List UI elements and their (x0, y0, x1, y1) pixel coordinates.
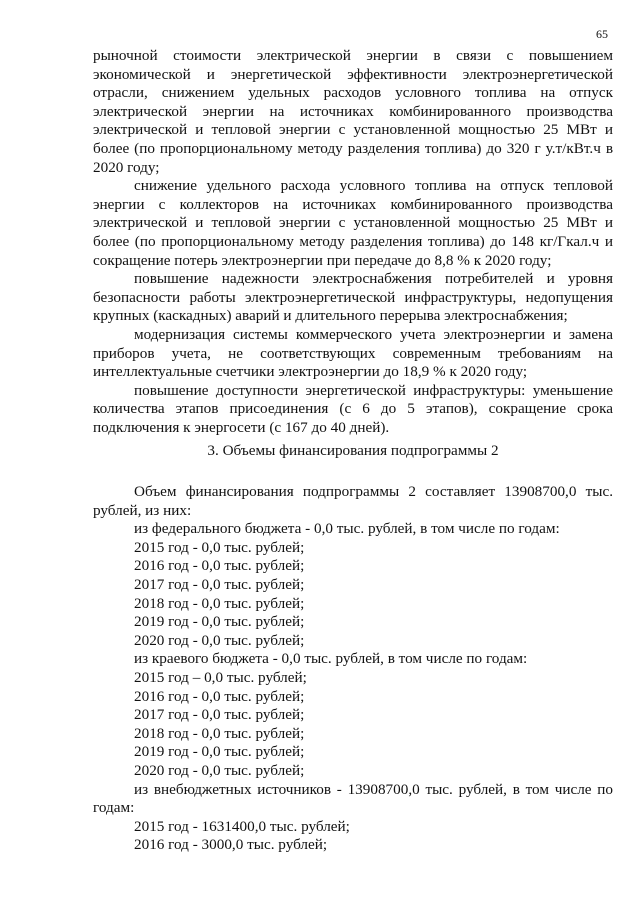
paragraph-reliability: повышение надежности электроснабжения потребителей и уровня безопасности работы электроэнергетической инфраструктуры, недопущения крупных (каскадных) аварий и длительного перерыва электроснабжения; (93, 270, 613, 325)
regional-year-2015: 2015 год – 0,0 тыс. рублей; (134, 668, 307, 686)
extrabudgetary-year-2015: 2015 год - 1631400,0 тыс. рублей; (134, 817, 350, 835)
paragraph-heat-fuel: снижение удельного расхода условного топлива на отпуск тепловой энергии с коллекторов на источниках комбинированного производства электрической и тепловой энергии с установленной мощностью 25 МВт и более (по пропорциональному методу разделения топлива) до 148 кг/Гкал.ч и сокращение потерь электроэнергии при передаче до 8,8 % к 2020 году; (93, 177, 613, 269)
goals-list (93, 47, 613, 437)
regional-year-2018: 2018 год - 0,0 тыс. рублей; (134, 724, 305, 742)
paragraph-accessibility: повышение доступности энергетической инфраструктуры: уменьшение количества этапов присоединения (с 6 до 5 этапов), сокращение срока подключения к энергосети (с 167 до 40 дней). (93, 381, 613, 436)
paragraph-market-cost: рыночной стоимости электрической энергии в связи с повышением экономической и энергетической эффективности электроэнергетической отрасли, снижением удельных расходов условного топлива на отпуск электрической энергии на источниках комбинированного производства электрической и тепловой энергии с установленной мощностью 25 МВт и более (по пропорциональному методу разделения топлива) до 320 г у.т/кВт.ч в 2020 году; (93, 47, 613, 176)
regional-year-2017: 2017 год - 0,0 тыс. рублей; (134, 706, 305, 724)
paragraph-metering: модернизация системы коммерческого учета электроэнергии и замена приборов учета, не соответствующих современным требованиям на интеллектуальные счетчики электроэнергии до 18,9 % к 2020 году; (93, 325, 613, 381)
regional-year-2019: 2019 год - 0,0 тыс. рублей; (134, 743, 305, 761)
funding-summary: Объем финансирования подпрограммы 2 составляет 13908700,0 тыс. рублей, из них: (93, 483, 613, 519)
extrabudgetary-title: из внебюджетных источников - 13908700,0 тыс. рублей, в том числе по годам: (93, 780, 613, 817)
federal-year-2015: 2015 год - 0,0 тыс. рублей; (134, 538, 305, 556)
regional-year-2020: 2020 год - 0,0 тыс. рублей; (134, 761, 305, 779)
federal-year-2017: 2017 год - 0,0 тыс. рублей; (134, 575, 305, 593)
federal-year-2020: 2020 год - 0,0 тыс. рублей; (134, 631, 305, 649)
federal-budget-title: из федерального бюджета - 0,0 тыс. рублей, в том числе по годам: (134, 520, 560, 538)
federal-year-2016: 2016 год - 0,0 тыс. рублей; (134, 557, 305, 575)
regional-year-2016: 2016 год - 0,0 тыс. рублей; (134, 687, 305, 705)
federal-year-2018: 2018 год - 0,0 тыс. рублей; (134, 594, 305, 612)
extrabudgetary-year-2016: 2016 год - 3000,0 тыс. рублей; (134, 836, 328, 854)
federal-year-2019: 2019 год - 0,0 тыс. рублей; (134, 613, 305, 631)
section-heading: 3. Объемы финансирования подпрограммы 2 (207, 442, 499, 459)
page-number: 65 (596, 27, 608, 41)
regional-budget-title: из краевого бюджета - 0,0 тыс. рублей, в том числе по годам: (134, 650, 528, 668)
funding-section (93, 483, 613, 855)
